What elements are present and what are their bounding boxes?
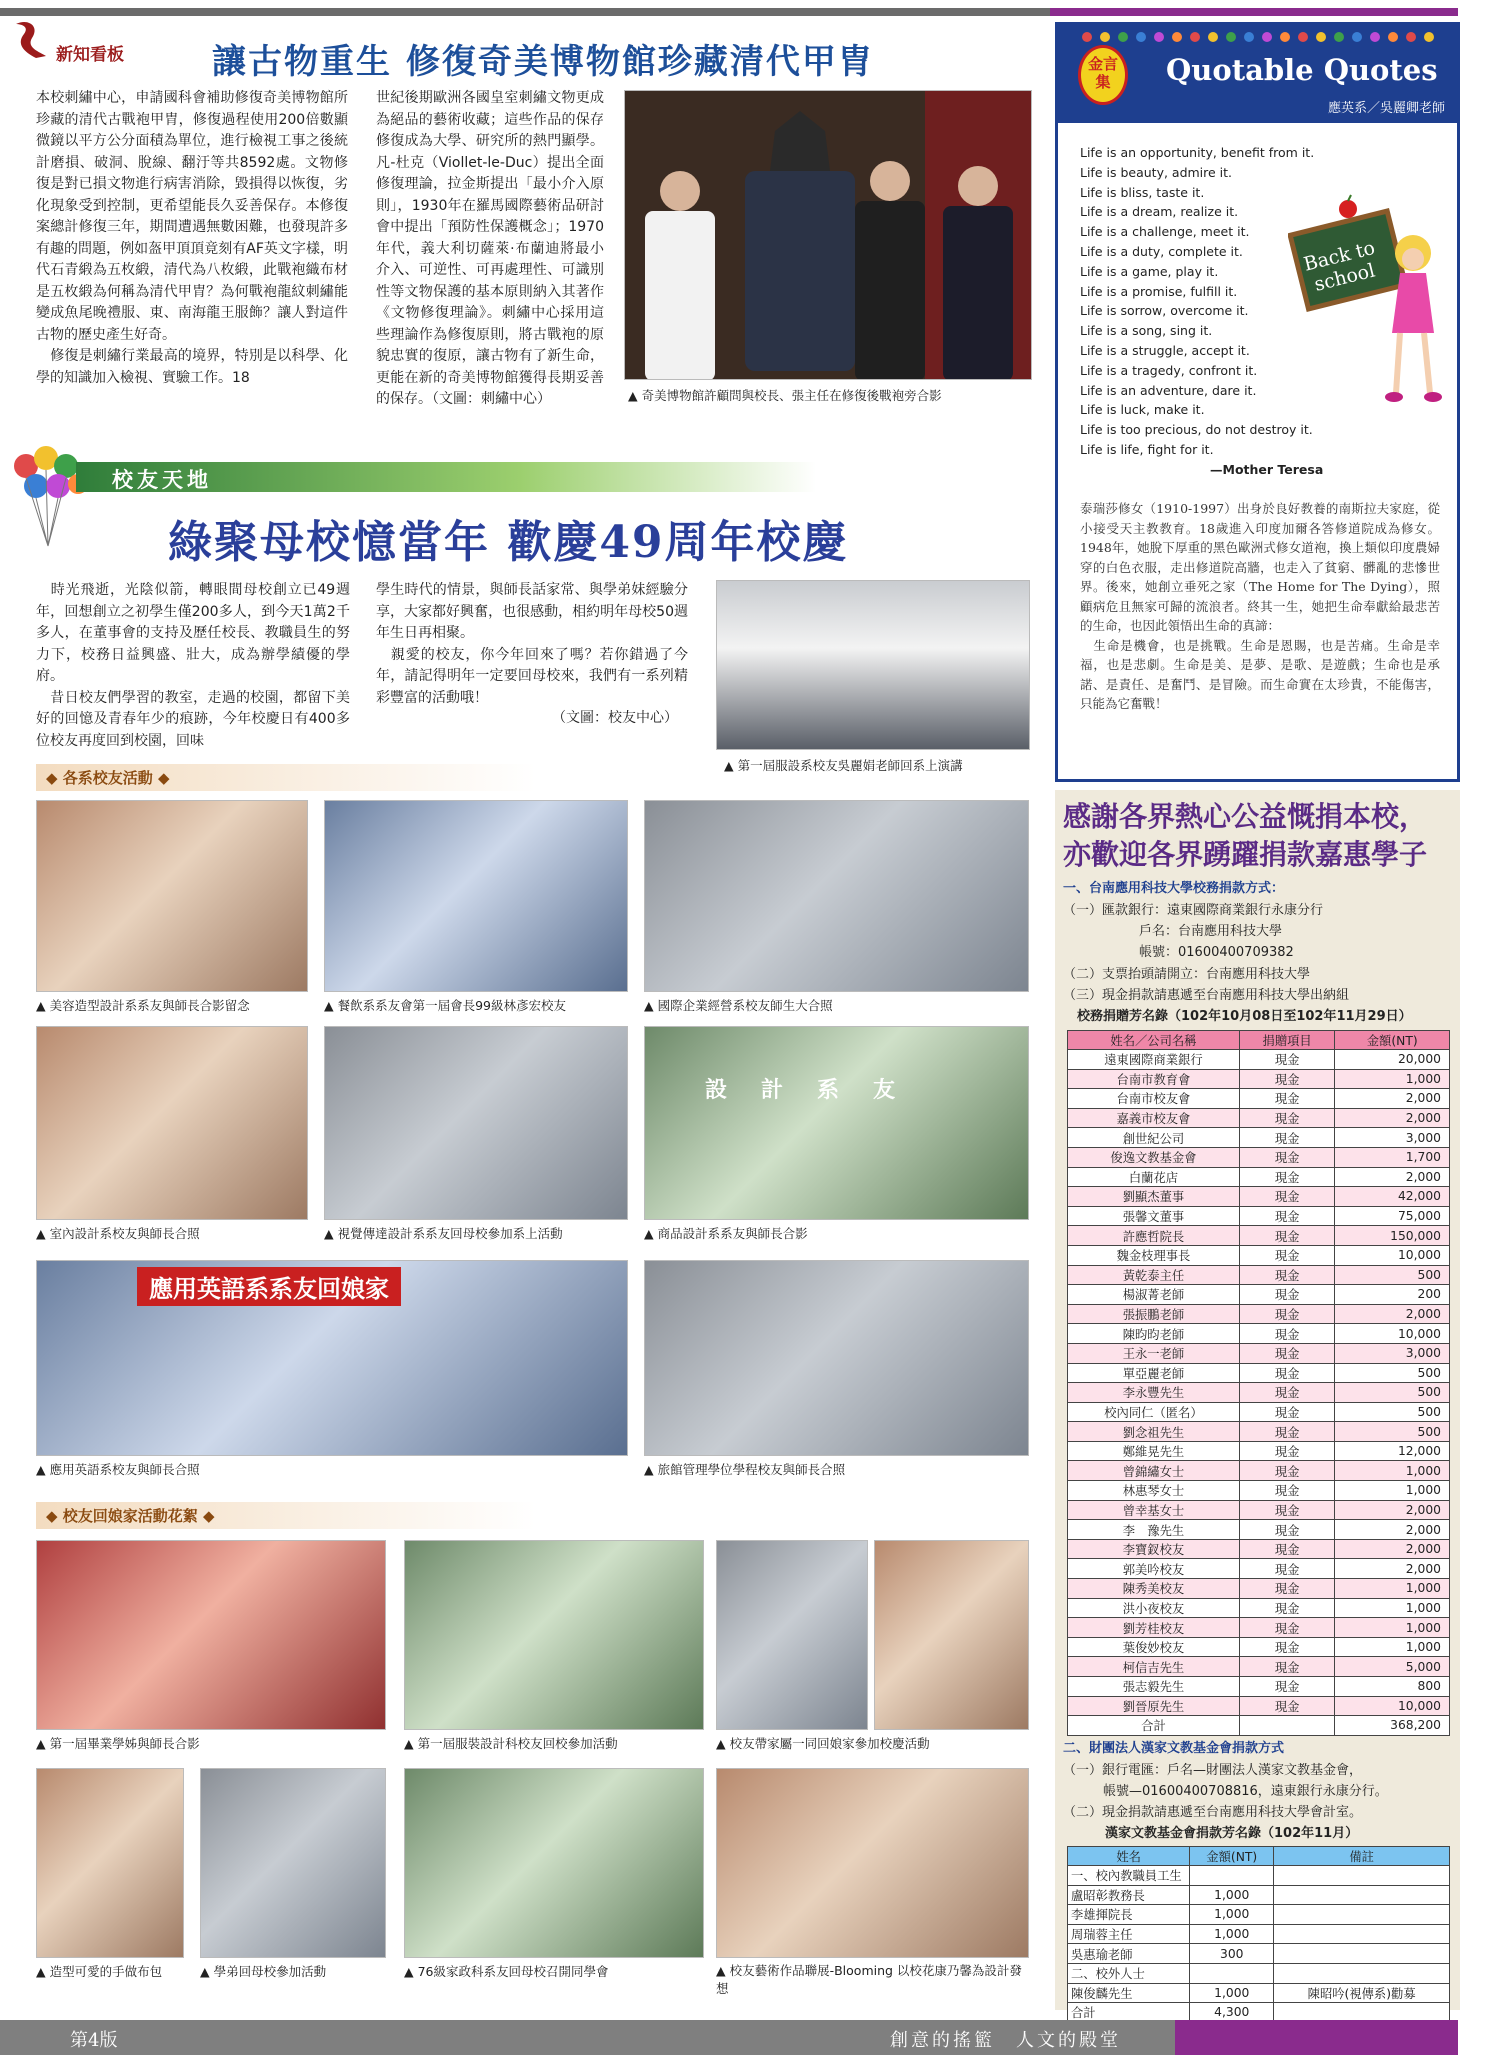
- table-row: [1068, 1285, 1450, 1305]
- table2-header: 姓名: [1068, 1847, 1190, 1866]
- table-row: [1068, 1363, 1450, 1383]
- table-cell: 150,000: [1335, 1226, 1450, 1246]
- news-section-tag: 新知看板: [56, 45, 124, 65]
- table-cell: 李永豐先生: [1068, 1383, 1240, 1403]
- quote-line: Life is a game, play it.: [1080, 263, 1219, 279]
- table-cell: [1239, 1716, 1335, 1736]
- table-cell: 創世紀公司: [1068, 1128, 1240, 1148]
- table-cell: 500: [1335, 1402, 1450, 1422]
- homecoming-photo-3a: [716, 1540, 868, 1730]
- donation-line: 帳號：01600400709382: [1139, 945, 1294, 960]
- quote-line: Life is life, fight for it.: [1080, 441, 1214, 457]
- table-row: [1068, 1481, 1450, 1501]
- table-cell: 2,000: [1335, 1167, 1450, 1187]
- table-cell: 1,000: [1335, 1481, 1450, 1501]
- homecoming-photo-2: [404, 1540, 704, 1730]
- table-cell: 3,000: [1335, 1128, 1450, 1148]
- table-cell: 劉顯杰董事: [1068, 1187, 1240, 1207]
- table-row: [1068, 1983, 1450, 2003]
- table-cell: 二、校外人士: [1068, 1963, 1190, 1983]
- table-cell: 陳昀昀老師: [1068, 1324, 1240, 1344]
- quote-badge: 金言集: [1078, 45, 1128, 105]
- activity-photo-3: [644, 800, 1029, 992]
- table-cell: 1,000: [1335, 1637, 1450, 1657]
- table-cell: 現金: [1239, 1324, 1335, 1344]
- table-cell: 現金: [1239, 1285, 1335, 1305]
- quote-line: Life is an opportunity, benefit from it.: [1080, 145, 1315, 160]
- table-cell: 現金: [1239, 1539, 1335, 1559]
- table-row: [1068, 1539, 1450, 1559]
- table-cell: 現金: [1239, 1108, 1335, 1128]
- table-cell: [1274, 1963, 1450, 1983]
- table-cell: 楊淑菁老師: [1068, 1285, 1240, 1305]
- table-cell: 吳惠瑜老師: [1068, 1944, 1190, 1964]
- table-row: [1068, 1187, 1450, 1207]
- table-cell: 2,000: [1335, 1304, 1450, 1324]
- table-cell: 一、校內教職員工生: [1068, 1866, 1190, 1886]
- quote-line: Life is a duty, complete it.: [1080, 243, 1243, 259]
- table-cell: 白蘭花店: [1068, 1167, 1240, 1187]
- table-cell: 800: [1335, 1677, 1450, 1697]
- table-row: [1068, 1866, 1450, 1886]
- table-cell: 葉俊妙校友: [1068, 1637, 1240, 1657]
- news-headline: 讓古物重生 修復奇美博物館珍藏清代甲胄: [212, 42, 874, 82]
- armor-photo: [624, 90, 1032, 380]
- homecoming-caption-2: ▲ 第一屆服裝設計科校友回校參加活動: [404, 1736, 618, 1751]
- table-row: [1068, 1108, 1450, 1128]
- table-cell: 2,000: [1335, 1520, 1450, 1540]
- homecoming-photo-7: [716, 1768, 1029, 1958]
- alumni-body-col1: 時光飛逝，光陰似箭，轉眼間母校創立已49週年，回想創立之初學生僅200多人，到今天1萬2千多人，在董事會的支持及歷任校長、教職員生的努力下，校務日益興盛、壯大，成為辦學績優的學府。 昔日校友們學習的教室，走過的校園，都留下美好的回憶及青春年少的痕跡，今年校慶日有400多位校友再度回到校園，回味: [36, 582, 350, 749]
- homecoming-caption-1: ▲ 第一屆畢業學姊與師長合影: [36, 1736, 200, 1751]
- quote-header: [1058, 25, 1457, 123]
- activity-photo-8: [644, 1260, 1029, 1456]
- table-cell: 現金: [1239, 1147, 1335, 1167]
- table1-header: 金額(NT): [1335, 1031, 1450, 1050]
- donation-table1-title: 校務捐贈芳名錄（102年10月08日至102年11月29日）: [1077, 1009, 1412, 1024]
- table-cell: 1,000: [1335, 1069, 1450, 1089]
- table-cell: 10,000: [1335, 1324, 1450, 1344]
- table-cell: 台南市教育會: [1068, 1069, 1240, 1089]
- alumni-section-tag: 校友天地: [112, 467, 212, 492]
- donation-table-1: [1067, 1030, 1450, 1736]
- table-cell: 500: [1335, 1265, 1450, 1285]
- table-row: [1068, 1422, 1450, 1442]
- table-row: [1068, 1618, 1450, 1638]
- activity-photo-1: [36, 800, 308, 992]
- quotable-quotes-box: [1055, 22, 1460, 782]
- armor-photo-caption: ▲ 奇美博物館許顧問與校長、張主任在修復後戰袍旁合影: [628, 388, 942, 403]
- table-cell: 1,000: [1335, 1461, 1450, 1481]
- table-cell: [1274, 1944, 1450, 1964]
- table-cell: 1,000: [1335, 1598, 1450, 1618]
- activity-photo-2: [324, 800, 628, 992]
- activity-caption-2: ▲ 餐飲系系友會第一屆會長99級林彥宏校友: [324, 998, 566, 1013]
- quote-title: Quotable Quotes: [1166, 53, 1438, 87]
- activity-caption-6: ▲ 商品設計系系友與師長合影: [644, 1226, 808, 1241]
- table-row: [1068, 1579, 1450, 1599]
- homecoming-caption-4: ▲ 造型可愛的手做布包: [36, 1964, 163, 1979]
- homecoming-photo-3b: [874, 1540, 1029, 1730]
- table-cell: 42,000: [1335, 1187, 1450, 1207]
- table-cell: 現金: [1239, 1637, 1335, 1657]
- footer-page-number: 第4版: [70, 2030, 118, 2051]
- table-cell: 現金: [1239, 1461, 1335, 1481]
- activity-caption-8: ▲ 旅館管理學位學程校友與師長合照: [644, 1462, 846, 1477]
- homecoming-photo-4: [36, 1768, 184, 1958]
- table-cell: 12,000: [1335, 1441, 1450, 1461]
- quote-line: Life is an adventure, dare it.: [1080, 382, 1257, 398]
- table-cell: 1,000: [1190, 1905, 1274, 1925]
- table-cell: 劉芳桂校友: [1068, 1618, 1240, 1638]
- table-cell: 台南市校友會: [1068, 1089, 1240, 1109]
- donation-line: （一）匯款銀行：遠東國際商業銀行永康分行: [1063, 903, 1324, 918]
- table-cell: 現金: [1239, 1657, 1335, 1677]
- donation-table-2: [1067, 1846, 1450, 2023]
- table-cell: 2,000: [1335, 1539, 1450, 1559]
- quote-line: Life is a tragedy, confront it.: [1080, 362, 1258, 378]
- quote-line: Life is a dream, realize it.: [1080, 204, 1239, 220]
- table-row: [1068, 1716, 1450, 1736]
- table-cell: [1190, 1866, 1274, 1886]
- table1-header: 捐贈項目: [1239, 1031, 1335, 1050]
- table-cell: 嘉義市校友會: [1068, 1108, 1240, 1128]
- table-row: [1068, 1677, 1450, 1697]
- news-body-col2: 世紀後期歐洲各國皇室刺繡文物更成為絕品的藝術收藏；這些作品的保存修復成為大學、研究所的熱門顯學。凡-杜克（Viollet-le-Duc）提出全面修復理論，拉金斯提出「最小介入原則」，1930年在羅馬國際藝術品研討會中提出「預防性保護概念」；1970年代，義大利切薩萊·布蘭迪將最小介入、可逆性、可再處理性、可識別性等文物保護的基本原則納入其著作《文物修復理論》。刺繡中心採用這些理論作為修復原則，將古戰袍的原貌忠實的復原，讓古物有了新生命，更能在新的奇美博物館獲得長期妥善的保存。（文圖：刺繡中心）: [376, 90, 604, 407]
- table-row: [1068, 1343, 1450, 1363]
- table-row: [1068, 1598, 1450, 1618]
- activity-caption-5: ▲ 視覺傳達設計系系友回母校參加系上活動: [324, 1226, 563, 1241]
- table-row: [1068, 1069, 1450, 1089]
- table-row: [1068, 1324, 1450, 1344]
- table-cell: 現金: [1239, 1363, 1335, 1383]
- homecoming-label: ◆ 校友回娘家活動花絮 ◆: [36, 1502, 536, 1529]
- alumni-credit: （文圖：校友中心）: [552, 710, 678, 726]
- donation-title-2: 亦歡迎各界踴躍捐款嘉惠學子: [1063, 838, 1428, 871]
- quote-chinese-text: 泰瑞莎修女（1910-1997）出身於良好教養的南斯拉夫家庭，從小接受天主教教育。18歲進入印度加爾各答修道院成為修女。1948年，她脫下厚重的黑色歐洲式修女道袍，換上類似印度農婦穿的白色衣服，走出修道院高牆，也走入了貧窮、髒亂的悲慘世界。後來，她創立垂死之家（The Home for The Dying），照顧病危且無家可歸的流浪者。終其一生，她把生命奉獻給最悲苦的生命，也因此領悟出生命的真諦： 生命是機會，也是挑戰。生命是恩賜，也是苦痛。生命是幸福，也是悲劇。生命是美、是夢、是歌、是遊戲；生命也是承諾、是責任、是奮鬥、是冒險。而生命實在太珍貴，不能傷害，只能為它奮戰！: [1080, 501, 1440, 711]
- table2-header: 金額(NT): [1190, 1847, 1274, 1866]
- activities-label: ◆ 各系校友活動 ◆: [36, 764, 536, 791]
- table-row: [1068, 1461, 1450, 1481]
- table-row: [1068, 1500, 1450, 1520]
- section-logo-icon: [10, 18, 50, 60]
- table-cell: 周瑞蓉主任: [1068, 1924, 1190, 1944]
- table-cell: 校內同仁（匿名）: [1068, 1402, 1240, 1422]
- back-to-school-illustration: [1288, 193, 1448, 423]
- table-cell: 500: [1335, 1363, 1450, 1383]
- quote-line: Life is a struggle, accept it.: [1080, 342, 1250, 358]
- table-cell: 現金: [1239, 1343, 1335, 1363]
- table-cell: 現金: [1239, 1245, 1335, 1265]
- table-cell: 現金: [1239, 1559, 1335, 1579]
- table-row: [1068, 1559, 1450, 1579]
- table-cell: [1274, 1866, 1450, 1886]
- table-row: [1068, 1167, 1450, 1187]
- table-row: [1068, 1050, 1450, 1070]
- table-cell: 現金: [1239, 1696, 1335, 1716]
- table-cell: 1,000: [1190, 1924, 1274, 1944]
- table-cell: 現金: [1239, 1089, 1335, 1109]
- quote-author-line: 應英系／吳麗卿老師: [1328, 101, 1446, 116]
- donation-line: （二）支票抬頭請開立：台南應用科技大學: [1063, 967, 1311, 982]
- table-cell: 黃乾泰主任: [1068, 1265, 1240, 1285]
- table-row: [1068, 1402, 1450, 1422]
- table-cell: 現金: [1239, 1304, 1335, 1324]
- table-cell: 75,000: [1335, 1206, 1450, 1226]
- table-cell: 合計: [1068, 2003, 1190, 2023]
- table-row: [1068, 1441, 1450, 1461]
- table2-header: 備註: [1274, 1847, 1450, 1866]
- quote-line: Life is a song, sing it.: [1080, 323, 1213, 339]
- table-row: [1068, 1657, 1450, 1677]
- table-cell: 2,000: [1335, 1089, 1450, 1109]
- quote-line: Life is sorrow, overcome it.: [1080, 303, 1249, 319]
- table-cell: 1,700: [1335, 1147, 1450, 1167]
- table-row: [1068, 1637, 1450, 1657]
- table-cell: 柯信吉先生: [1068, 1657, 1240, 1677]
- activity-caption-4: ▲ 室內設計系校友與師長合照: [36, 1226, 200, 1241]
- table-row: [1068, 1944, 1450, 1964]
- table-cell: 1,000: [1335, 1618, 1450, 1638]
- table-cell: 曾幸基女士: [1068, 1500, 1240, 1520]
- table-row: [1068, 1885, 1450, 1905]
- table-cell: 合計: [1068, 1716, 1240, 1736]
- donation-sec2: 二、財團法人漢家文教基金會捐款方式: [1063, 1741, 1285, 1756]
- quote-attribution: —Mother Teresa: [1210, 461, 1324, 477]
- lecture-photo-caption: ▲ 第一屆服設系校友吳麗娟老師回系上演講: [724, 758, 963, 773]
- table-cell: 500: [1335, 1422, 1450, 1442]
- quote-line: Life is bliss, taste it.: [1080, 184, 1205, 200]
- table-cell: 2,000: [1335, 1559, 1450, 1579]
- table-cell: 盧昭彰教務長: [1068, 1885, 1190, 1905]
- table-cell: 遠東國際商業銀行: [1068, 1050, 1240, 1070]
- table-cell: 洪小夜校友: [1068, 1598, 1240, 1618]
- table-row: [1068, 1265, 1450, 1285]
- table-cell: 500: [1335, 1383, 1450, 1403]
- table-row: [1068, 1963, 1450, 1983]
- quote-dots: [1078, 27, 1448, 41]
- donation-sec1: 一、台南應用科技大學校務捐款方式：: [1063, 881, 1285, 896]
- table-row: [1068, 1520, 1450, 1540]
- english-banner: 應用英語系系友回娘家: [137, 1267, 401, 1306]
- table-cell: 李寶釵校友: [1068, 1539, 1240, 1559]
- table-row: [1068, 1128, 1450, 1148]
- table-cell: 單亞麗老師: [1068, 1363, 1240, 1383]
- balloons-icon: [8, 436, 92, 556]
- table-cell: 現金: [1239, 1618, 1335, 1638]
- table-cell: 現金: [1239, 1226, 1335, 1246]
- donation-line: 戶名：台南應用科技大學: [1139, 924, 1283, 939]
- table-cell: 郭美吟校友: [1068, 1559, 1240, 1579]
- lecture-photo: [716, 580, 1030, 750]
- activity-caption-7: ▲ 應用英語系校友與師長合照: [36, 1462, 200, 1477]
- table-cell: 魏金枝理事長: [1068, 1245, 1240, 1265]
- table-cell: 李雄揮院長: [1068, 1905, 1190, 1925]
- footer-accent: [1175, 2020, 1458, 2055]
- table-row: [1068, 1226, 1450, 1246]
- table-cell: 陳俊麟先生: [1068, 1983, 1190, 2003]
- top-rule-accent: [1050, 8, 1458, 16]
- table-cell: 10,000: [1335, 1696, 1450, 1716]
- table-cell: 300: [1190, 1944, 1274, 1964]
- table-cell: 1,000: [1335, 1579, 1450, 1599]
- homecoming-photo-5: [200, 1768, 386, 1958]
- alumni-headline: 綠聚母校憶當年 歡慶49周年校慶: [168, 517, 849, 568]
- table-cell: 200: [1335, 1285, 1450, 1305]
- table-cell: 俊逸文教基金會: [1068, 1147, 1240, 1167]
- table-row: [1068, 1905, 1450, 1925]
- homecoming-photo-6: [404, 1768, 704, 1958]
- table-cell: 10,000: [1335, 1245, 1450, 1265]
- table-cell: 劉晉原先生: [1068, 1696, 1240, 1716]
- table-cell: 林惠琴女士: [1068, 1481, 1240, 1501]
- activity-caption-1: ▲ 美容造型設計系系友與師長合影留念: [36, 998, 250, 1013]
- table-cell: 陳昭吟(視傳系)勸募: [1274, 1983, 1450, 2003]
- table-row: [1068, 1924, 1450, 1944]
- table-row: [1068, 1304, 1450, 1324]
- table-row: [1068, 1696, 1450, 1716]
- table-cell: 2,000: [1335, 1500, 1450, 1520]
- footer-motto: 創意的搖籃 人文的殿堂: [890, 2030, 1121, 2051]
- table-cell: [1274, 1924, 1450, 1944]
- donation-table2-title: 漢家文教基金會捐款芳名錄（102年11月）: [1105, 1826, 1359, 1841]
- table-cell: 368,200: [1335, 1716, 1450, 1736]
- table-cell: 現金: [1239, 1050, 1335, 1070]
- table-cell: 20,000: [1335, 1050, 1450, 1070]
- chalkboard-text: Back to school: [1301, 236, 1378, 296]
- table-cell: 現金: [1239, 1167, 1335, 1187]
- table-cell: 現金: [1239, 1187, 1335, 1207]
- table-cell: 現金: [1239, 1481, 1335, 1501]
- activity-caption-3: ▲ 國際企業經營系校友師生大合照: [644, 998, 833, 1013]
- table-cell: 現金: [1239, 1520, 1335, 1540]
- table-cell: [1274, 1885, 1450, 1905]
- table-cell: 現金: [1239, 1422, 1335, 1442]
- news-body-col1: 本校刺繡中心，申請國科會補助修復奇美博物館所珍藏的清代古戰袍甲胄，修復過程使用200倍數顯微鏡以平方公分面積為單位，進行檢視工事之後統計磨損、破洞、脫線、翻汙等共8592處。文物修復是對已損文物進行病害消除，毀損得以恢復，劣化現象受到控制，更希望能長久妥善保存。本修復案總計修復三年，期間遭遇無數困難，也發現許多有趣的問題，例如盔甲頂頂竟刻有AF英文字樣，明代石青緞為五枚緞，清代為八枚緞，此戰袍織布材是五枚緞為何稱為清代甲胄？為何戰袍龍紋刺繡能變成魚尾晚禮服、東、南海龍王服飾？讓人對這件古物的歷史產生好奇。 修復是刺繡行業最高的境界，特別是以科學、化學的知識加入檢視、實驗工作。18: [36, 90, 348, 386]
- table-cell: 現金: [1239, 1500, 1335, 1520]
- activity-photo-5: [324, 1026, 628, 1220]
- donation-line: （一）銀行電匯：戶名—財團法人漢家文教基金會，: [1063, 1763, 1363, 1778]
- table-cell: 現金: [1239, 1206, 1335, 1226]
- donation-line: （三）現金捐款請惠遞至台南應用科技大學出納組: [1063, 988, 1350, 1003]
- table-row: [1068, 1383, 1450, 1403]
- table-cell: 現金: [1239, 1579, 1335, 1599]
- quote-line: Life is too precious, do not destroy it.: [1080, 422, 1313, 438]
- activity-photo-4: [36, 1026, 308, 1220]
- table-cell: 現金: [1239, 1128, 1335, 1148]
- quote-line: Life is beauty, admire it.: [1080, 164, 1233, 180]
- table-cell: 1,000: [1190, 1885, 1274, 1905]
- homecoming-photo-1: [36, 1540, 386, 1730]
- table-cell: 曾錦繡女士: [1068, 1461, 1240, 1481]
- quote-line: Life is a promise, fulfill it.: [1080, 283, 1238, 299]
- table-cell: 許應哲院長: [1068, 1226, 1240, 1246]
- homecoming-caption-7: ▲ 校友藝術作品聯展-Blooming 以校花康乃馨為設計發想: [716, 1963, 1022, 1996]
- table-cell: 現金: [1239, 1677, 1335, 1697]
- table-cell: 現金: [1239, 1598, 1335, 1618]
- donation-line: （二）現金捐款請惠遞至台南應用科技大學會計室。: [1063, 1805, 1363, 1820]
- homecoming-caption-6: ▲ 76級家政科系友回母校召開同學會: [404, 1964, 609, 1979]
- table1-header: 姓名／公司名稱: [1068, 1031, 1240, 1050]
- table-cell: 4,300: [1190, 2003, 1274, 2023]
- alumni-body-col2: 學生時代的情景，與師長話家常、與學弟妹經驗分享，大家都好興奮，也很感動，相約明年母校50週年生日再相聚。 親愛的校友，你今年回來了嗎？若你錯過了今年，請記得明年一定要回母校來，我們有一系列精彩豐富的活動哦！: [376, 582, 688, 706]
- homecoming-caption-5: ▲ 學弟回母校參加活動: [200, 1964, 327, 1979]
- table-cell: 3,000: [1335, 1343, 1450, 1363]
- homecoming-caption-3: ▲ 校友帶家屬一同回娘家參加校慶活動: [716, 1736, 930, 1751]
- table-cell: 1,000: [1190, 1983, 1274, 2003]
- table-cell: 現金: [1239, 1383, 1335, 1403]
- donation-line: 帳號—01600400708816，遠東銀行永康分行。: [1103, 1784, 1388, 1799]
- table-cell: 張志毅先生: [1068, 1677, 1240, 1697]
- table-cell: 李 豫先生: [1068, 1520, 1240, 1540]
- table-cell: 王永一老師: [1068, 1343, 1240, 1363]
- table-cell: 劉念祖先生: [1068, 1422, 1240, 1442]
- table-cell: 張振鵬老師: [1068, 1304, 1240, 1324]
- table-cell: 現金: [1239, 1441, 1335, 1461]
- table-row: [1068, 1089, 1450, 1109]
- quote-line: Life is a challenge, meet it.: [1080, 224, 1250, 240]
- donation-box: [1055, 790, 1460, 2021]
- table-cell: 2,000: [1335, 1108, 1450, 1128]
- table-cell: [1274, 1905, 1450, 1925]
- table-cell: 現金: [1239, 1069, 1335, 1089]
- activity-photo-6: [644, 1026, 1029, 1220]
- table-cell: [1190, 1963, 1274, 1983]
- table-cell: 張馨文董事: [1068, 1206, 1240, 1226]
- table-cell: 陳秀美校友: [1068, 1579, 1240, 1599]
- table-row: [1068, 1206, 1450, 1226]
- activity-photo-7: [36, 1260, 628, 1456]
- table-cell: 現金: [1239, 1265, 1335, 1285]
- design-banner: 設 計 系 友: [705, 1077, 902, 1103]
- table-row: [1068, 1147, 1450, 1167]
- quote-line: Life is luck, make it.: [1080, 402, 1205, 418]
- table-cell: 現金: [1239, 1402, 1335, 1422]
- table-cell: 鄭維晃先生: [1068, 1441, 1240, 1461]
- table-row: [1068, 1245, 1450, 1265]
- table-cell: 5,000: [1335, 1657, 1450, 1677]
- donation-title-1: 感謝各界熱心公益慨捐本校，: [1063, 800, 1428, 833]
